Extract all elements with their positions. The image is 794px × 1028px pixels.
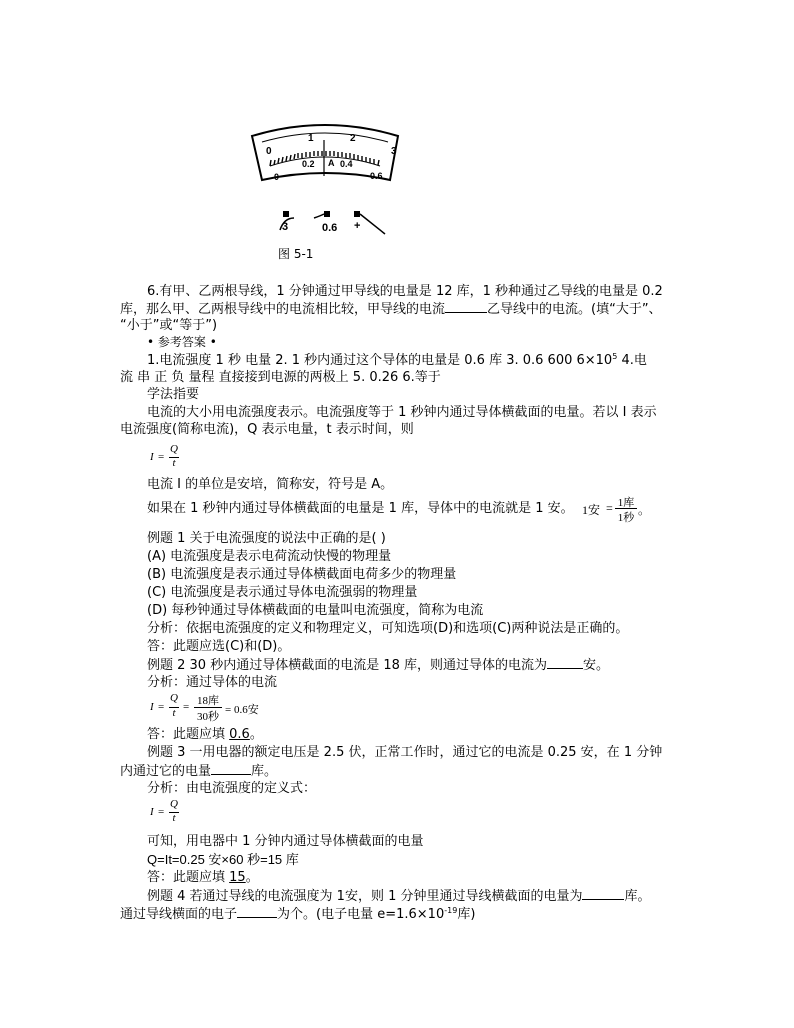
formula-t: t [172,457,176,469]
example-4-text: 例题 4 若通过导线的电流强度为 1安，则 1 分钟里通过导线横截面的电量为 [147,889,583,904]
e2-fraction-2 [194,692,222,724]
q6-line-3: “小于”或“等于”) [120,318,218,333]
example-1-option-a: (A) 电流强度是表示电荷流动快慢的物理量 [147,549,392,564]
para-4: 如果在 1 秒钟内通过导体横截面的电量是 1 库，导体中的电流就是 1 安。 [147,501,574,516]
para-3: 电流 I 的单位是安培，简称安，符号是 A。 [147,477,394,492]
example-1-option-c: (C) 电流强度是表示通过导体电流强弱的物理量 [147,585,418,600]
formula-definition [150,443,190,473]
e2-fraction-1 [169,692,179,724]
para-1: 电流的大小用电流强度表示。电流强度等于 1 秒钟内通过导体横截面的电量。若以 I 表示 [147,405,657,420]
unit-fraction [615,494,637,524]
method-title: 学法指要 [147,387,200,402]
q6-text-b: 乙导线中的电流。(填“大于”、 [487,302,662,317]
example-4-question-2 [120,905,475,923]
e3-t: t [172,812,176,824]
formula-example-3 [150,798,190,828]
example-3-calculation: Q=It=0.25 安×60 秒=15 库 [147,852,299,867]
formula-eq: = [158,451,165,463]
example-2-analysis: 分析：通过导体的电流 [147,675,278,690]
example-2-answer [147,726,263,743]
scale-top-2: 2 [350,133,356,144]
example-2-answer-value: 0.6 [229,727,250,742]
scale-top-3: 3 [391,146,397,157]
example-1-option-b: (B) 电流强度是表示通过导体横截面电荷多少的物理量 [147,567,457,582]
formula-fraction [169,443,179,473]
scale-unit: A [328,158,335,168]
answers-text: 1.电流强度 1 秒 电量 2. 1 秒内通过这个导体的电量是 0.6 库 3. 0.6 600 6×10 [147,353,613,368]
terminal-label-06: 0.6 [322,222,338,234]
example-3-text: 内通过它的电量 [120,764,212,779]
example-1-answer: 答：此题应选(C)和(D)。 [147,639,291,654]
scale-top-1: 1 [308,133,314,144]
terminal-06 [324,211,330,217]
terminal-wire-mid [314,214,324,218]
formula-example-2 [150,692,280,724]
example-4-exponent: -19 [444,906,458,915]
example-3-answer-text: 答：此题应填 [147,870,230,885]
answers-end: 4.电 [617,353,647,368]
e2-I: I [150,701,154,713]
unit-period: 。 [638,503,651,517]
example-4-unit: 库。 [624,889,651,904]
example-2-answer-text: 答：此题应填 [147,727,230,742]
example-4-question-1 [147,887,651,905]
e2-numerator: 18库 [197,695,219,707]
q6-answer-blank[interactable] [445,300,487,313]
scale-top-0: 0 [266,146,272,157]
example-4-blank-1[interactable] [582,887,624,900]
terminal-plus [354,211,360,217]
unit-definition [582,494,652,524]
answers-line-2: 流 串 正 负 量程 直接接到电源的两极上 5. 0.26 6.等于 [120,370,441,385]
unit-numerator: 1库 [617,497,635,509]
e2-eq1: = [158,701,165,713]
example-4-text-2: 通过导线横面的电子 [120,907,238,922]
e2-t: t [172,707,176,719]
scale-bottom-0: 0 [274,172,280,182]
unit-one-amp: 1安 [582,503,601,517]
q6-text-a: 库，那么甲、乙两根导线中的电流相比较，甲导线的电流 [120,302,446,317]
example-2-blank[interactable] [547,656,583,669]
para-2: 电流强度(简称电流)，Q 表示电量，t 表示时间，则 [120,422,414,437]
ammeter-drawing [240,118,410,243]
e2-eq2: = [183,701,190,713]
figure-caption: 图 5-1 [278,247,314,261]
answers-exponent: 5 [612,352,618,361]
terminal-3 [283,211,289,217]
e3-I: I [150,806,154,818]
e3-fraction [169,798,179,828]
formula-Q: Q [170,443,178,455]
example-3-question-1: 例题 3 一用电器的额定电压是 2.5 伏，正常工作时，通过它的电流是 0.25 安，在 1 分钟 [147,745,663,760]
answers-line-1 [147,352,647,369]
example-2-answer-end: 。 [249,727,263,742]
terminal-label-plus: + [354,220,361,232]
example-3-blank[interactable] [211,762,251,775]
example-3-answer-value: 15 [229,870,246,885]
example-1-analysis: 分析：依据电流强度的定义和物理定义，可知选项(D)和选项(C)两种说法是正确的。 [147,621,629,636]
q6-line-2 [120,300,662,318]
example-1-question: 例题 1 关于电流强度的说法中正确的是( ) [147,531,386,546]
example-2-question [147,656,609,674]
e3-Q: Q [170,798,178,810]
example-3-unit: 库。 [251,764,278,779]
terminal-label-3: 3 [282,221,289,233]
example-2-text: 例题 2 30 秒内通过导体横截面的电流是 18 库，则通过导体的电流为 [147,658,548,673]
ammeter-figure [240,118,410,258]
unit-eq: = [606,501,613,515]
e2-Q: Q [170,692,178,704]
reference-answers-title: • 参考答案 • [147,335,217,349]
example-3-analysis: 分析：由电流强度的定义式： [147,781,317,796]
terminal-wire-right [360,214,385,234]
e2-result: = 0.6安 [225,704,259,716]
example-2-unit: 安。 [583,658,610,673]
example-4-text-4: 库) [457,907,476,922]
example-3-answer-end: 。 [245,870,259,885]
example-4-text-3: 为个。(电子电量 e=1.6×10 [277,907,445,922]
e2-denominator: 30秒 [197,711,219,723]
example-3-answer [147,869,259,886]
unit-denominator: 1秒 [617,512,635,524]
example-3-question-2 [120,762,277,780]
example-3-explanation: 可知，用电器中 1 分钟内通过导体横截面的电量 [147,834,424,849]
formula-I: I [150,451,154,463]
scale-bottom-2: 0.4 [340,159,353,169]
example-1-option-d: (D) 每秒钟通过导体横截面的电量叫电流强度，简称为电流 [147,603,484,618]
e3-eq: = [158,806,165,818]
scale-bottom-3: 0.6 [370,171,383,181]
example-4-blank-2[interactable] [237,905,277,918]
q6-line-1: 6.有甲、乙两根导线，1 分钟通过甲导线的电量是 12 库，1 秒种通过乙导线的电量是 0.2 [147,284,663,299]
scale-bottom-1: 0.2 [302,159,315,169]
